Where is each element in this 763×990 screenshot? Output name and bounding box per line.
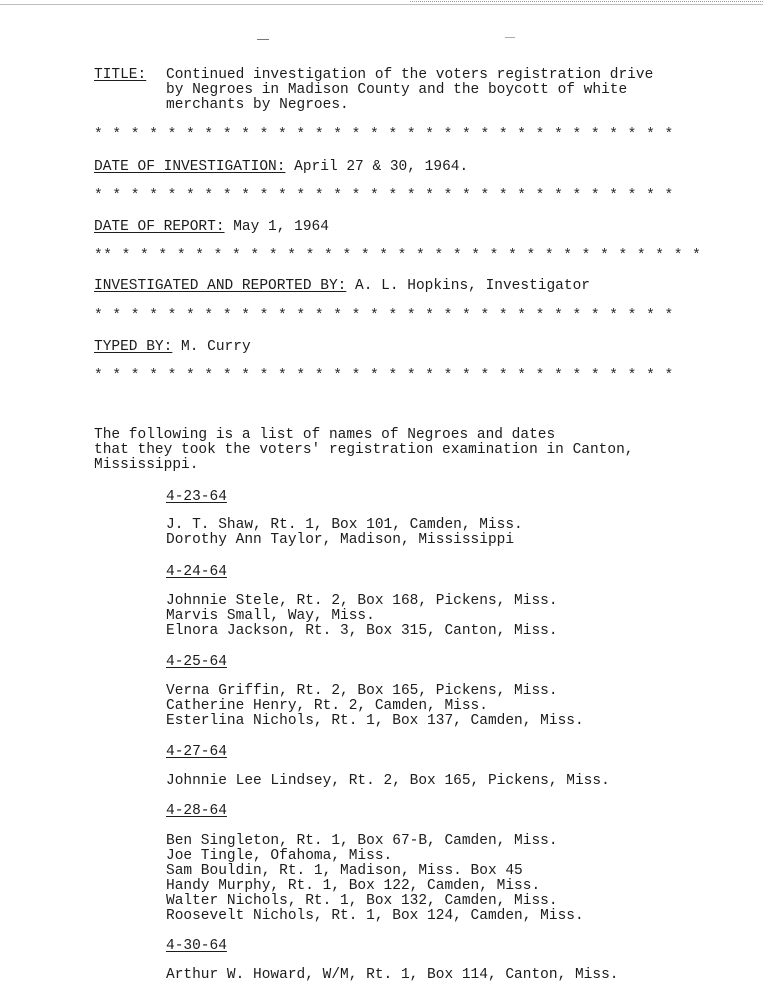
separator-line: ** * * * * * * * * * * * * * * * * * * * * * * * * * * * * * * * * [94,248,702,264]
separator-line: * * * * * * * * * * * * * * * * * * * * * * * * * * * * * * * * [94,188,674,204]
date-of-report-value: May 1, 1964 [233,219,329,235]
date-heading: 4-24-64 [166,564,227,580]
title-text: Continued investigation of the voters registration drive by Negroes in Madison County and the boycott of white merchants by Negroes. [166,67,654,113]
list-item: Verna Griffin, Rt. 2, Box 165, Pickens, Miss. [166,683,558,699]
date-of-investigation-value: April 27 & 30, 1964. [294,159,469,175]
date-of-report-row [94,220,329,235]
investigated-by-row [94,279,590,294]
intro-paragraph: The following is a list of names of Negroes and dates that they took the voters' registration examination in Canton, Mississippi. [94,427,634,473]
list-item: Esterlina Nichols, Rt. 1, Box 137, Camden, Miss. [166,713,584,729]
separator-line: * * * * * * * * * * * * * * * * * * * * * * * * * * * * * * * * [94,368,674,384]
list-item: Dorothy Ann Taylor, Madison, Mississippi [166,532,515,548]
date-of-investigation-row [94,160,468,175]
title-label: TITLE: [94,67,147,83]
scan-mark [257,39,269,40]
scan-edge-dots [410,1,763,2]
typed-by-row [94,340,251,355]
typed-by-value: M. Curry [181,339,251,355]
date-heading: 4-23-64 [166,489,227,505]
list-item: Handy Murphy, Rt. 1, Box 122, Camden, Miss. [166,878,541,894]
list-item: Arthur W. Howard, W/M, Rt. 1, Box 114, Canton, Miss. [166,967,619,983]
date-heading: 4-27-64 [166,744,227,760]
investigated-by-value: A. L. Hopkins, Investigator [355,278,590,294]
date-heading: 4-28-64 [166,803,227,819]
date-of-report-label: DATE OF REPORT: [94,219,225,235]
investigated-by-label: INVESTIGATED AND REPORTED BY: [94,278,347,294]
separator-line: * * * * * * * * * * * * * * * * * * * * * * * * * * * * * * * * [94,127,674,143]
date-heading: 4-30-64 [166,938,227,954]
list-item: Johnnie Lee Lindsey, Rt. 2, Box 165, Pickens, Miss. [166,773,610,789]
date-of-investigation-label: DATE OF INVESTIGATION: [94,159,286,175]
separator-line: * * * * * * * * * * * * * * * * * * * * * * * * * * * * * * * * [94,308,674,324]
scan-mark [505,37,515,38]
scan-edge-line [0,4,763,5]
list-item: J. T. Shaw, Rt. 1, Box 101, Camden, Miss. [166,517,523,533]
list-item: Roosevelt Nichols, Rt. 1, Box 124, Camden, Miss. [166,908,584,924]
list-item: Johnnie Stele, Rt. 2, Box 168, Pickens, Miss. [166,593,558,609]
typed-by-label: TYPED BY: [94,339,173,355]
list-item: Catherine Henry, Rt. 2, Camden, Miss. [166,698,488,714]
date-heading: 4-25-64 [166,654,227,670]
list-item: Marvis Small, Way, Miss. [166,608,375,624]
list-item: Joe Tingle, Ofahoma, Miss. [166,848,393,864]
list-item: Elnora Jackson, Rt. 3, Box 315, Canton, Miss. [166,623,558,639]
list-item: Walter Nichols, Rt. 1, Box 132, Camden, Miss. [166,893,558,909]
list-item: Sam Bouldin, Rt. 1, Madison, Miss. Box 45 [166,863,523,879]
list-item: Ben Singleton, Rt. 1, Box 67-B, Camden, Miss. [166,833,558,849]
